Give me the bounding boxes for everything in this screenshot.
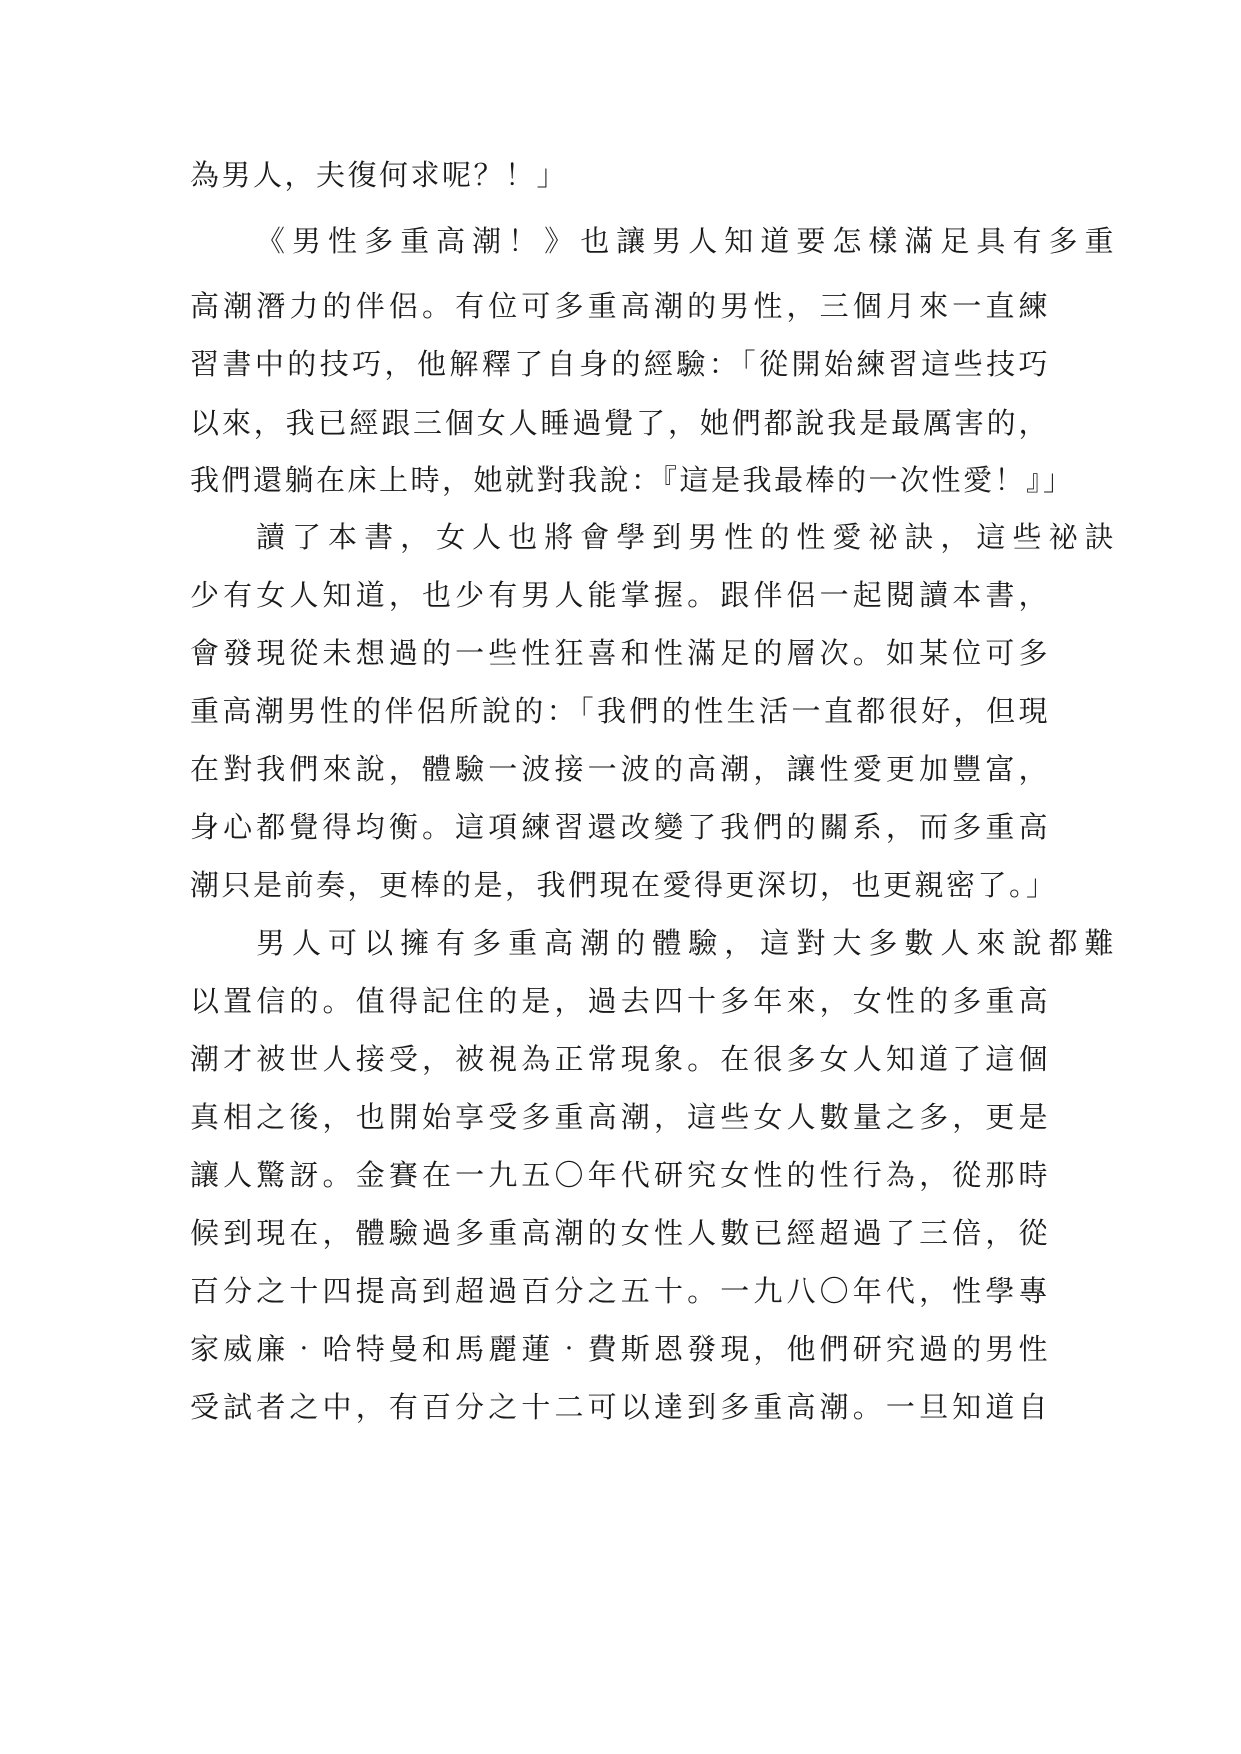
text-line: 以置信的。值得記住的是，過去四十多年來，女性的多重高 [190,984,1050,1018]
text-line: 重高潮男性的伴侶所說的：「我們的性生活一直都很好，但現 [190,694,1050,728]
paragraph-first-line: 讀了本書，女人也將會學到男性的性愛祕訣，這些祕訣 [256,520,1116,554]
text-line: 受試者之中，有百分之十二可以達到多重高潮。一旦知道自 [190,1390,1050,1424]
text-line: 習書中的技巧，他解釋了自身的經驗：「從開始練習這些技巧 [190,347,1050,381]
text-line: 百分之十四提高到超過百分之五十。一九八〇年代，性學專 [190,1274,1050,1308]
text-line: 在對我們來說，體驗一波接一波的高潮，讓性愛更加豐富， [190,752,1050,786]
text-line: 身心都覺得均衡。這項練習還改變了我們的關系，而多重高 [190,810,1050,844]
text-line: 我們還躺在床上時，她就對我說：『這是我最棒的一次性愛！』」 [190,463,1075,497]
text-line: 以來，我已經跟三個女人睡過覺了，她們都說我是最厲害的， [190,406,1050,440]
text-line: 潮只是前奏，更棒的是，我們現在愛得更深切，也更親密了。」 [190,868,1058,902]
text-line: 潮才被世人接受，被視為正常現象。在很多女人知道了這個 [190,1042,1050,1076]
text-line: 少有女人知道，也少有男人能掌握。跟伴侶一起閱讀本書， [190,578,1050,612]
text-line: 為男人，夫復何求呢？！」 [190,158,569,192]
text-line: 候到現在，體驗過多重高潮的女性人數已經超過了三倍，從 [190,1216,1050,1250]
paragraph-first-line: 男人可以擁有多重高潮的體驗，這對大多數人來說都難 [256,926,1116,960]
text-line: 家威廉‧哈特曼和馬麗蓮‧費斯恩發現，他們研究過的男性 [190,1332,1050,1366]
text-line: 讓人驚訝。金賽在一九五〇年代研究女性的性行為，從那時 [190,1158,1050,1192]
text-line: 會發現從未想過的一些性狂喜和性滿足的層次。如某位可多 [190,636,1050,670]
text-line: 高潮潛力的伴侶。有位可多重高潮的男性，三個月來一直練 [190,289,1050,323]
paragraph-first-line: 《男性多重高潮！》也讓男人知道要怎樣滿足具有多重 [256,224,1116,258]
text-line: 真相之後，也開始享受多重高潮，這些女人數量之多，更是 [190,1100,1050,1134]
